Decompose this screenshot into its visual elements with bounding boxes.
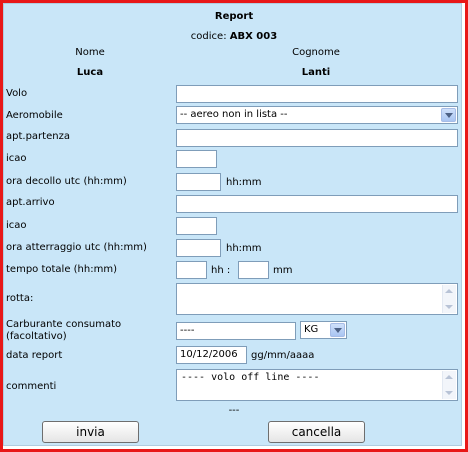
last-name-value: Lanti [301,67,331,78]
total-hours-unit: hh : [211,265,231,276]
report-date-input[interactable]: 10/12/2006 [176,346,247,364]
fuel-input[interactable]: ---- [176,322,296,340]
report-title: Report [214,11,254,22]
flight-input[interactable] [176,85,458,103]
comments-value: ---- volo off line ---- [181,372,320,383]
total-minutes-unit: mm [273,265,293,276]
report-date-label: data report [6,350,63,361]
takeoff-unit: hh:mm [226,177,262,188]
comments-textarea[interactable] [176,369,458,401]
submit-button[interactable]: invia [42,421,139,443]
landing-unit: hh:mm [226,243,262,254]
fuel-optional-label: (facoltativo) [6,331,67,342]
code-label: codice: [190,31,227,42]
code-value: ABX 003 [229,31,278,42]
icao-departure-label: icao [6,153,27,164]
total-time-label: tempo totale (hh:mm) [6,264,117,275]
cancel-button[interactable]: cancella [268,421,365,443]
landing-label: ora atterraggio utc (hh:mm) [6,242,147,253]
arrival-label: apt.arrivo [6,197,55,208]
icao-arrival-input[interactable] [176,217,217,235]
chevron-down-icon[interactable] [330,323,345,337]
fuel-unit-select[interactable] [300,321,347,339]
takeoff-label: ora decollo utc (hh:mm) [6,176,127,187]
landing-input[interactable] [176,239,221,257]
departure-input[interactable] [176,129,458,147]
scroll-up-icon[interactable] [445,289,453,293]
aircraft-label: Aeromobile [6,110,63,121]
total-minutes-input[interactable] [238,261,269,279]
flight-label: Volo [6,88,28,99]
route-label: rotta: [6,293,34,304]
report-date-format: gg/mm/aaaa [251,350,315,361]
last-name-label: Cognome [292,47,340,58]
scroll-down-icon[interactable] [445,391,453,395]
icao-departure-input[interactable] [176,150,217,168]
arrival-input[interactable] [176,195,458,213]
departure-label: apt.partenza [6,131,70,142]
scroll-down-icon[interactable] [445,305,453,309]
total-hours-input[interactable] [176,261,207,279]
fuel-label: Carburante consumato [6,319,122,330]
comments-scrollbar[interactable] [442,371,456,399]
first-name-value: Luca [76,67,104,78]
fuel-unit-value: KG [304,324,319,335]
route-scrollbar[interactable] [442,285,456,313]
takeoff-input[interactable] [176,173,221,191]
aircraft-select[interactable] [176,106,458,124]
comments-label: commenti [6,381,57,392]
icao-arrival-label: icao [6,220,27,231]
scroll-up-icon[interactable] [445,375,453,379]
aircraft-selected-value: -- aereo non in lista -- [180,109,288,120]
chevron-down-icon[interactable] [441,108,456,122]
first-name-label: Nome [75,47,105,58]
footer-separator: --- [228,405,240,416]
route-textarea[interactable] [176,283,458,315]
report-code [0,31,468,42]
